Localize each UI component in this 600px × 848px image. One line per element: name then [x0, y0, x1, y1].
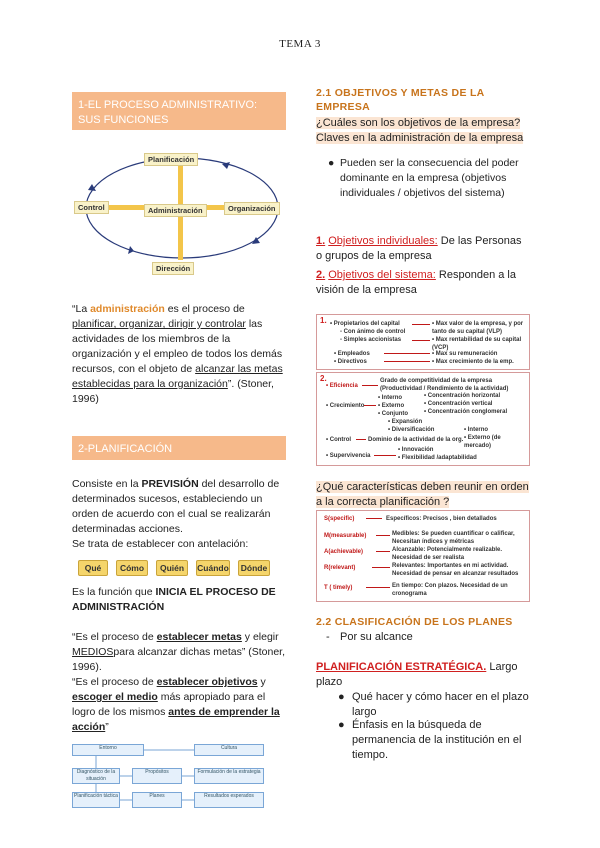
dash-scope-text: Por su alcance: [340, 631, 413, 643]
plan-part4: Se trata de establecer con antelación:: [72, 538, 249, 550]
stoner-quote: [72, 630, 286, 675]
quote2-means: MEDIOS: [72, 646, 114, 658]
question-como: Cómo: [116, 560, 148, 576]
label-administracion: Administración: [144, 204, 207, 217]
t-directivos: • Directivos: [334, 359, 367, 365]
strategic-bullet-1-text: Qué hacer y cómo hacer en el plazo largo: [352, 691, 529, 718]
t-interno-2: • Interno: [464, 427, 489, 433]
smart-a-key: A(achievable): [324, 549, 364, 555]
t-control-row: • Control: [326, 437, 352, 443]
quote2-part3: y elegir: [241, 631, 279, 643]
bullet-dot: ●: [328, 157, 335, 169]
smart-m-arrow: [376, 535, 390, 536]
question-words: [78, 560, 288, 578]
quote1-part1: “La: [72, 303, 91, 315]
strategic-bullet-2: [338, 718, 532, 763]
label-control: Control: [74, 201, 109, 214]
t-max-crecimiento: • Max crecimiento de la emp.: [432, 359, 514, 365]
t-competitividad: Grado de competitividad de la empresa (Productividad / Rendimiento de la actividad): [380, 378, 509, 392]
t-conjunto: • Conjunto: [378, 411, 409, 417]
smart-m-key: M(measurable): [324, 533, 367, 539]
bullet-dot: ●: [338, 691, 345, 703]
objective-system-label: Objetivos del sistema:: [328, 269, 436, 281]
page-title: TEMA 3: [279, 38, 321, 50]
smart-r-arrow: [372, 567, 390, 568]
quote3-close: ”: [105, 721, 109, 733]
quote1-part3: es el proceso de: [164, 303, 245, 315]
t-propietarios: • Propietarios del capital: [330, 321, 400, 327]
strategic-title: PLANIFICACIÓN ESTRATÉGICA.: [316, 661, 487, 673]
process-quote: [72, 675, 286, 735]
t-arrow-7: [356, 439, 366, 440]
flow-cultura: Cultura: [194, 744, 264, 756]
strategic-bullet-2-text: Énfasis en la búsqueda de permanencia de la institución en el tiempo.: [352, 719, 522, 761]
quote3-means: escoger el medio: [72, 691, 158, 703]
t-max-remuneracion: • Max su remuneración: [432, 351, 498, 357]
table-n1: 1.: [320, 316, 327, 325]
plan-part3: del desarrollo de determinados sucesos, estableciendo un orden de acuerdo con el cual se realizarán determinadas acciones.: [72, 478, 280, 535]
smart-m-value: Medibles: Se pueden cuantificar o calificar, Necesitan índices y métricas: [392, 531, 515, 545]
t-externo: • Externo: [378, 403, 405, 409]
section-2-title: 2-PLANIFICACIÓN: [72, 436, 286, 460]
quote3-part1: “Es el proceso de: [72, 676, 157, 688]
t-control: - Con ánimo de control: [340, 329, 406, 335]
heading-objectives: 2.1 OBJETIVOS Y METAS DE LA EMPRESA: [316, 87, 485, 113]
objective-individual-number: 1.: [316, 235, 326, 247]
label-direccion: Dirección: [152, 262, 194, 275]
smart-a-value: Alcanzable: Potencialmente realizable. Necesidad de ser realista: [392, 547, 503, 561]
quote2-part5: para alcanzar dichas metas” (Stoner, 1996).: [72, 646, 286, 673]
t-innovacion: • Innovación: [398, 447, 434, 453]
plan-keyword: PREVISIÓN: [141, 478, 199, 490]
heading-classification: 2.2 CLASIFICACIÓN DE LOS PLANES: [316, 616, 513, 628]
t-expansion: • Expansión: [388, 419, 423, 425]
bullet-power: [328, 156, 530, 201]
smart-r-value: Relevantes: Importantes en mi actividad. Necesidad de pensar en alcanzar resultados: [392, 563, 519, 577]
objectives-table: [316, 314, 530, 466]
flow-formulacion: Formulación de la estrategia: [194, 768, 264, 784]
quote3-objectives: establecer objetivos: [156, 676, 258, 688]
smart-s-value: Específicos: Precisos , bien detallados: [386, 516, 497, 522]
flow-resultados: Resultados esperados: [194, 792, 264, 808]
t-arrow-5: [362, 385, 378, 386]
quote2-goals: establecer metas: [156, 631, 242, 643]
strategic-bullet-1: [338, 690, 532, 720]
t-diversificacion: • Diversificación: [388, 427, 435, 433]
label-organizacion: Organización: [224, 202, 280, 215]
smart-t-key: T ( timely): [324, 585, 353, 591]
objective-individual-text: De las Personas o grupos de la empresa: [316, 235, 522, 262]
smart-t-value: En tiempo: Con plazos. Necesidad de un cronograma: [392, 583, 508, 597]
dash-scope: [326, 630, 530, 645]
t-horizontal: • Concentración horizontal: [424, 393, 501, 399]
smart-a-arrow: [376, 551, 390, 552]
strategic-planning: [316, 660, 530, 690]
flow-arrows: [72, 744, 286, 808]
bullet-power-text: Pueden ser la consecuencia del poder dominante en la empresa (objetivos individuales / objetivos del sistema): [340, 157, 519, 199]
t-vertical: • Concentración vertical: [424, 401, 493, 407]
quote1-citation: ”. (Stoner, 1996): [72, 378, 274, 405]
dash-mark: -: [326, 631, 330, 643]
table-n2: 2.: [320, 374, 327, 383]
t-dominio: Dominio de la actividad de la org.: [368, 437, 464, 443]
flow-diagnostico: Diagnóstico de la situación: [72, 768, 120, 784]
quote1-keyword: administración: [90, 303, 165, 315]
flow-propositos: Propósitos: [132, 768, 182, 784]
objective-system-number: 2.: [316, 269, 326, 281]
process-diagram: [72, 146, 286, 274]
t-arrow-8: [374, 455, 396, 456]
t-supervivencia: • Supervivencia: [326, 453, 371, 459]
section-1-title: 1-EL PROCESO ADMINISTRATIVO: SUS FUNCIONES: [72, 92, 286, 130]
t-conglomeral: • Concentración conglomeral: [424, 409, 508, 415]
objective-system: [316, 268, 530, 298]
quote1-goals: alcanzar las metas establecidas para la organización: [72, 363, 283, 390]
t-empleados: • Empleados: [334, 351, 370, 357]
strategic-text: Largo plazo: [316, 661, 518, 688]
quote1-functions: planificar, organizar, dirigir y controlar: [72, 318, 246, 330]
objective-individual-label: Objetivos individuales:: [328, 235, 438, 247]
quote3-part5: más apropiado para el logro de los mismos: [72, 691, 266, 718]
t-max-rentabilidad: • Max rentabilidad de su capital (VCP): [432, 337, 522, 351]
question-characteristics-text: ¿Qué características deben reunir en orden a la correcta planificación ?: [316, 481, 529, 508]
question-quien: Quién: [156, 560, 188, 576]
t-accionistas: - Simples accionistas: [340, 337, 402, 343]
objective-system-text: Responden a la visión de la empresa: [316, 269, 516, 296]
t-arrow-3: [384, 353, 430, 354]
planning-definition: [72, 477, 286, 552]
smart-t-arrow: [366, 587, 390, 588]
smart-table: [316, 510, 530, 602]
t-max-valor: • Max valor de la empresa, y por tanto de su capital (VLP): [432, 321, 524, 335]
smart-r-key: R(relevant): [324, 565, 356, 571]
t-externo-2: • Externo (de mercado): [464, 435, 501, 449]
t-arrow-4: [384, 361, 430, 362]
smart-s-key: S(specific): [324, 516, 355, 522]
t-flexibilidad: • Flexibilidad /adaptabilidad: [398, 455, 477, 461]
question-donde: Dónde: [238, 560, 270, 576]
quote3-part3: y: [257, 676, 266, 688]
plan-part1: Consiste en la: [72, 478, 142, 490]
function-text: [72, 585, 286, 615]
definition-quote: [72, 302, 286, 407]
question-objectives: [316, 116, 530, 146]
quote1-part5: las actividades de los miembros de la organización y el empleo de todos los demás recursos, con el objeto de: [72, 318, 283, 375]
objective-individual: [316, 234, 530, 264]
planning-flow-diagram: [72, 744, 286, 808]
question-cuando: Cuándo: [196, 560, 230, 576]
quote3-before-action: antes de emprender la acción: [72, 706, 280, 733]
quote2-part1: “Es el proceso de: [72, 631, 157, 643]
smart-s-arrow: [366, 518, 382, 519]
t-crecimiento: • Crecimiento: [326, 403, 365, 409]
flow-tactica: Planificación táctica: [72, 792, 120, 808]
question-objectives-text: ¿Cuáles son los objetivos de la empresa? Claves en la administración de la empresa: [316, 117, 524, 144]
t-arrow-6: [364, 405, 376, 406]
function-part1: Es la función que: [72, 586, 156, 598]
t-arrow-2: [412, 340, 430, 341]
question-que: Qué: [78, 560, 108, 576]
t-interno: • Interno: [378, 395, 403, 401]
t-eficiencia: • Eficiencia: [326, 383, 358, 389]
function-keyword: INICIA EL PROCESO DE ADMINISTRACIÓN: [72, 586, 276, 613]
flow-planes: Planes: [132, 792, 182, 808]
question-characteristics: [316, 480, 530, 510]
label-planificacion: Planificación: [144, 153, 198, 166]
flow-entorno: Entorno: [72, 744, 144, 756]
t-arrow-1: [412, 324, 430, 325]
bullet-dot: ●: [338, 719, 345, 731]
